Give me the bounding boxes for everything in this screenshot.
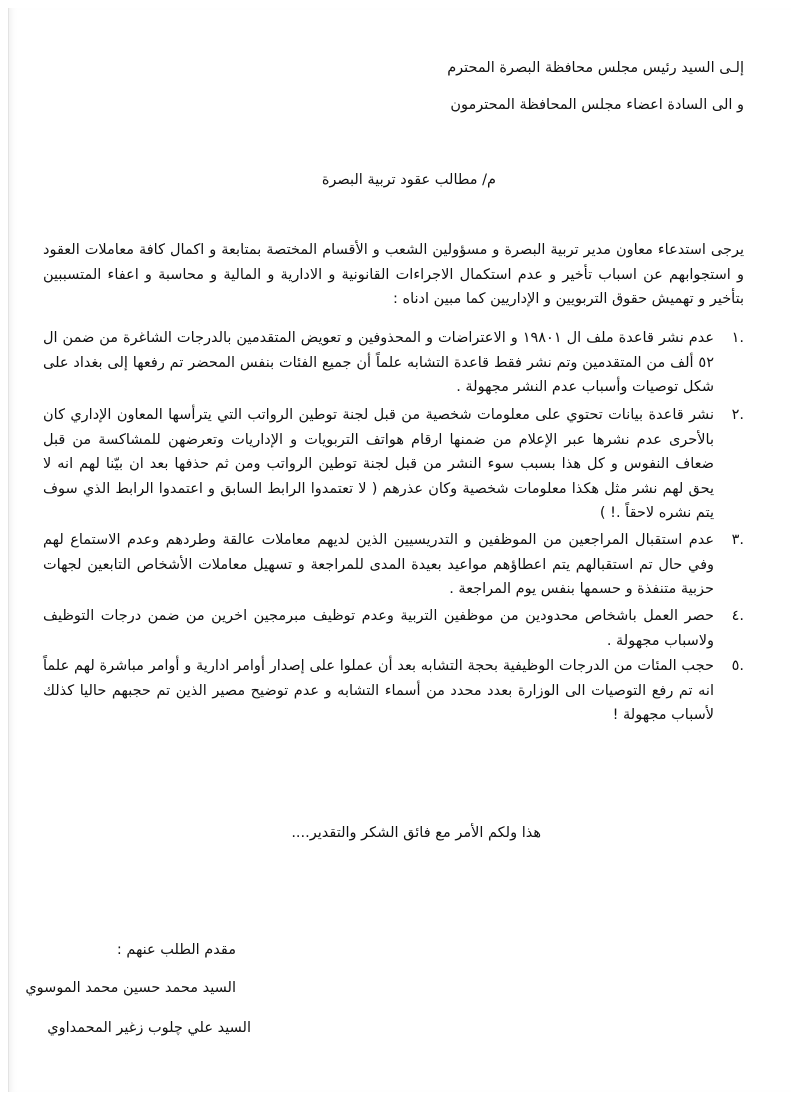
list-item-text: عدم نشر قاعدة ملف ال ١٩٨٠١ و الاعتراضات و المحذوفين و تعويض المتقدمين بالدرجات الشاغرة من ضمن ال ٥٢ ألف من المتقدمين وتم نشر فقط قاعدة التشابه علماً أن جميع الفئات بنفس المحضر تم رفعها إلى بغداد على شكل توصيات وأسباب عدم النشر مجهولة . bbox=[43, 330, 715, 395]
letter-page bbox=[8, 8, 791, 1092]
list-item-number: .١ bbox=[731, 330, 744, 346]
list-item-number: .٤ bbox=[731, 608, 744, 624]
list-item-text: عدم استقبال المراجعين من الموظفين و التدريسيين الذين لديهم معاملات عالقة وطردهم وعدم الاستماع لهم وفي حال تم استقبالهم يتم اعطاؤهم مواعيد بعيدة المدى للمراجعة و تسهيل معاملات الأشخاص التابعين لجهات حزبية متنفذة و حسمها بنفس يوم المراجعة . bbox=[43, 532, 714, 597]
list-item bbox=[43, 326, 744, 400]
list-item-number: .٢ bbox=[731, 407, 744, 423]
list-item bbox=[43, 654, 744, 728]
list-item-text: نشر قاعدة بيانات تحتوي على معلومات شخصية من قبل لجنة توطين الرواتب التي يترأسها المعاون الإداري كان بالأحرى عدم نشرها عبر الإعلام من ضمنها ارقام هواتف التربويات و الإداريات وتعرضهن للمشاكسة من قبل ضعاف النفوس و كل هذا بسبب سوء النشر من قبل لجنة توطين الرواتب ومن ثم حذفها بعد ان بيّنا لهم انه لا يحق لهم نشر مثل هكذا معلومات شخصية وكان عذرهم ( لا تعتمدوا الرابط السابق و اعتمدوا الرابط الذي سوف يتم نشره لاحقاً .! ) bbox=[43, 407, 714, 521]
applicants-label: مقدم الطلب عنهم : bbox=[116, 942, 236, 958]
list-item bbox=[43, 403, 744, 526]
closing-line: هذا ولكم الأمر مع فائق الشكر والتقدير.... bbox=[291, 825, 541, 841]
intro-paragraph: يرجى استدعاء معاون مدير تربية البصرة و مسؤولين الشعب و الأقسام المختصة بمتابعة و اكمال كافة معاملات العقود و استجوابهم عن اسباب تأخير و عدم استكمال الاجراءات القانونية و الادارية و المالية و محاسبة و اعفاء المتسببين بتأخير و تهميش حقوق التربويين و الإداريين كما مبين ادناه : bbox=[43, 242, 744, 307]
list-item-number: .٣ bbox=[731, 532, 744, 548]
list-item-text: حصر العمل باشخاص محدودين من موظفين التربية وعدم توظيف مبرمجين اخرين من ضمن درجات التوظيف ولاسباب مجهولة . bbox=[43, 608, 714, 649]
list-item bbox=[43, 604, 744, 653]
recipient-line-1: إلـى السيد رئيس مجلس محافظة البصرة المحترم bbox=[447, 60, 744, 76]
recipient-line-2: و الى السادة اعضاء مجلس المحافظة المحترمون bbox=[450, 97, 744, 113]
applicant-name-2: السيد علي چلوب زغير المحمداوي bbox=[47, 1020, 251, 1036]
applicant-name-1: السيد محمد حسين محمد الموسوي bbox=[25, 980, 236, 996]
list-item-number: .٥ bbox=[731, 658, 744, 674]
list-item bbox=[43, 528, 744, 602]
list-item-text: حجب المئات من الدرجات الوظيفية بحجة التشابه بعد أن عملوا على إصدار أوامر ادارية و أوامر مباشرة لهم علماً انه تم رفع التوصيات الى الوزارة بعدد محدد من أسماء التشابه و عدم توضيح مصير الذين تم حجبهم حاليا كذلك لأسباب مجهولة ! bbox=[43, 658, 714, 723]
subject-line: م/ مطالب عقود تربية البصرة bbox=[321, 172, 496, 188]
